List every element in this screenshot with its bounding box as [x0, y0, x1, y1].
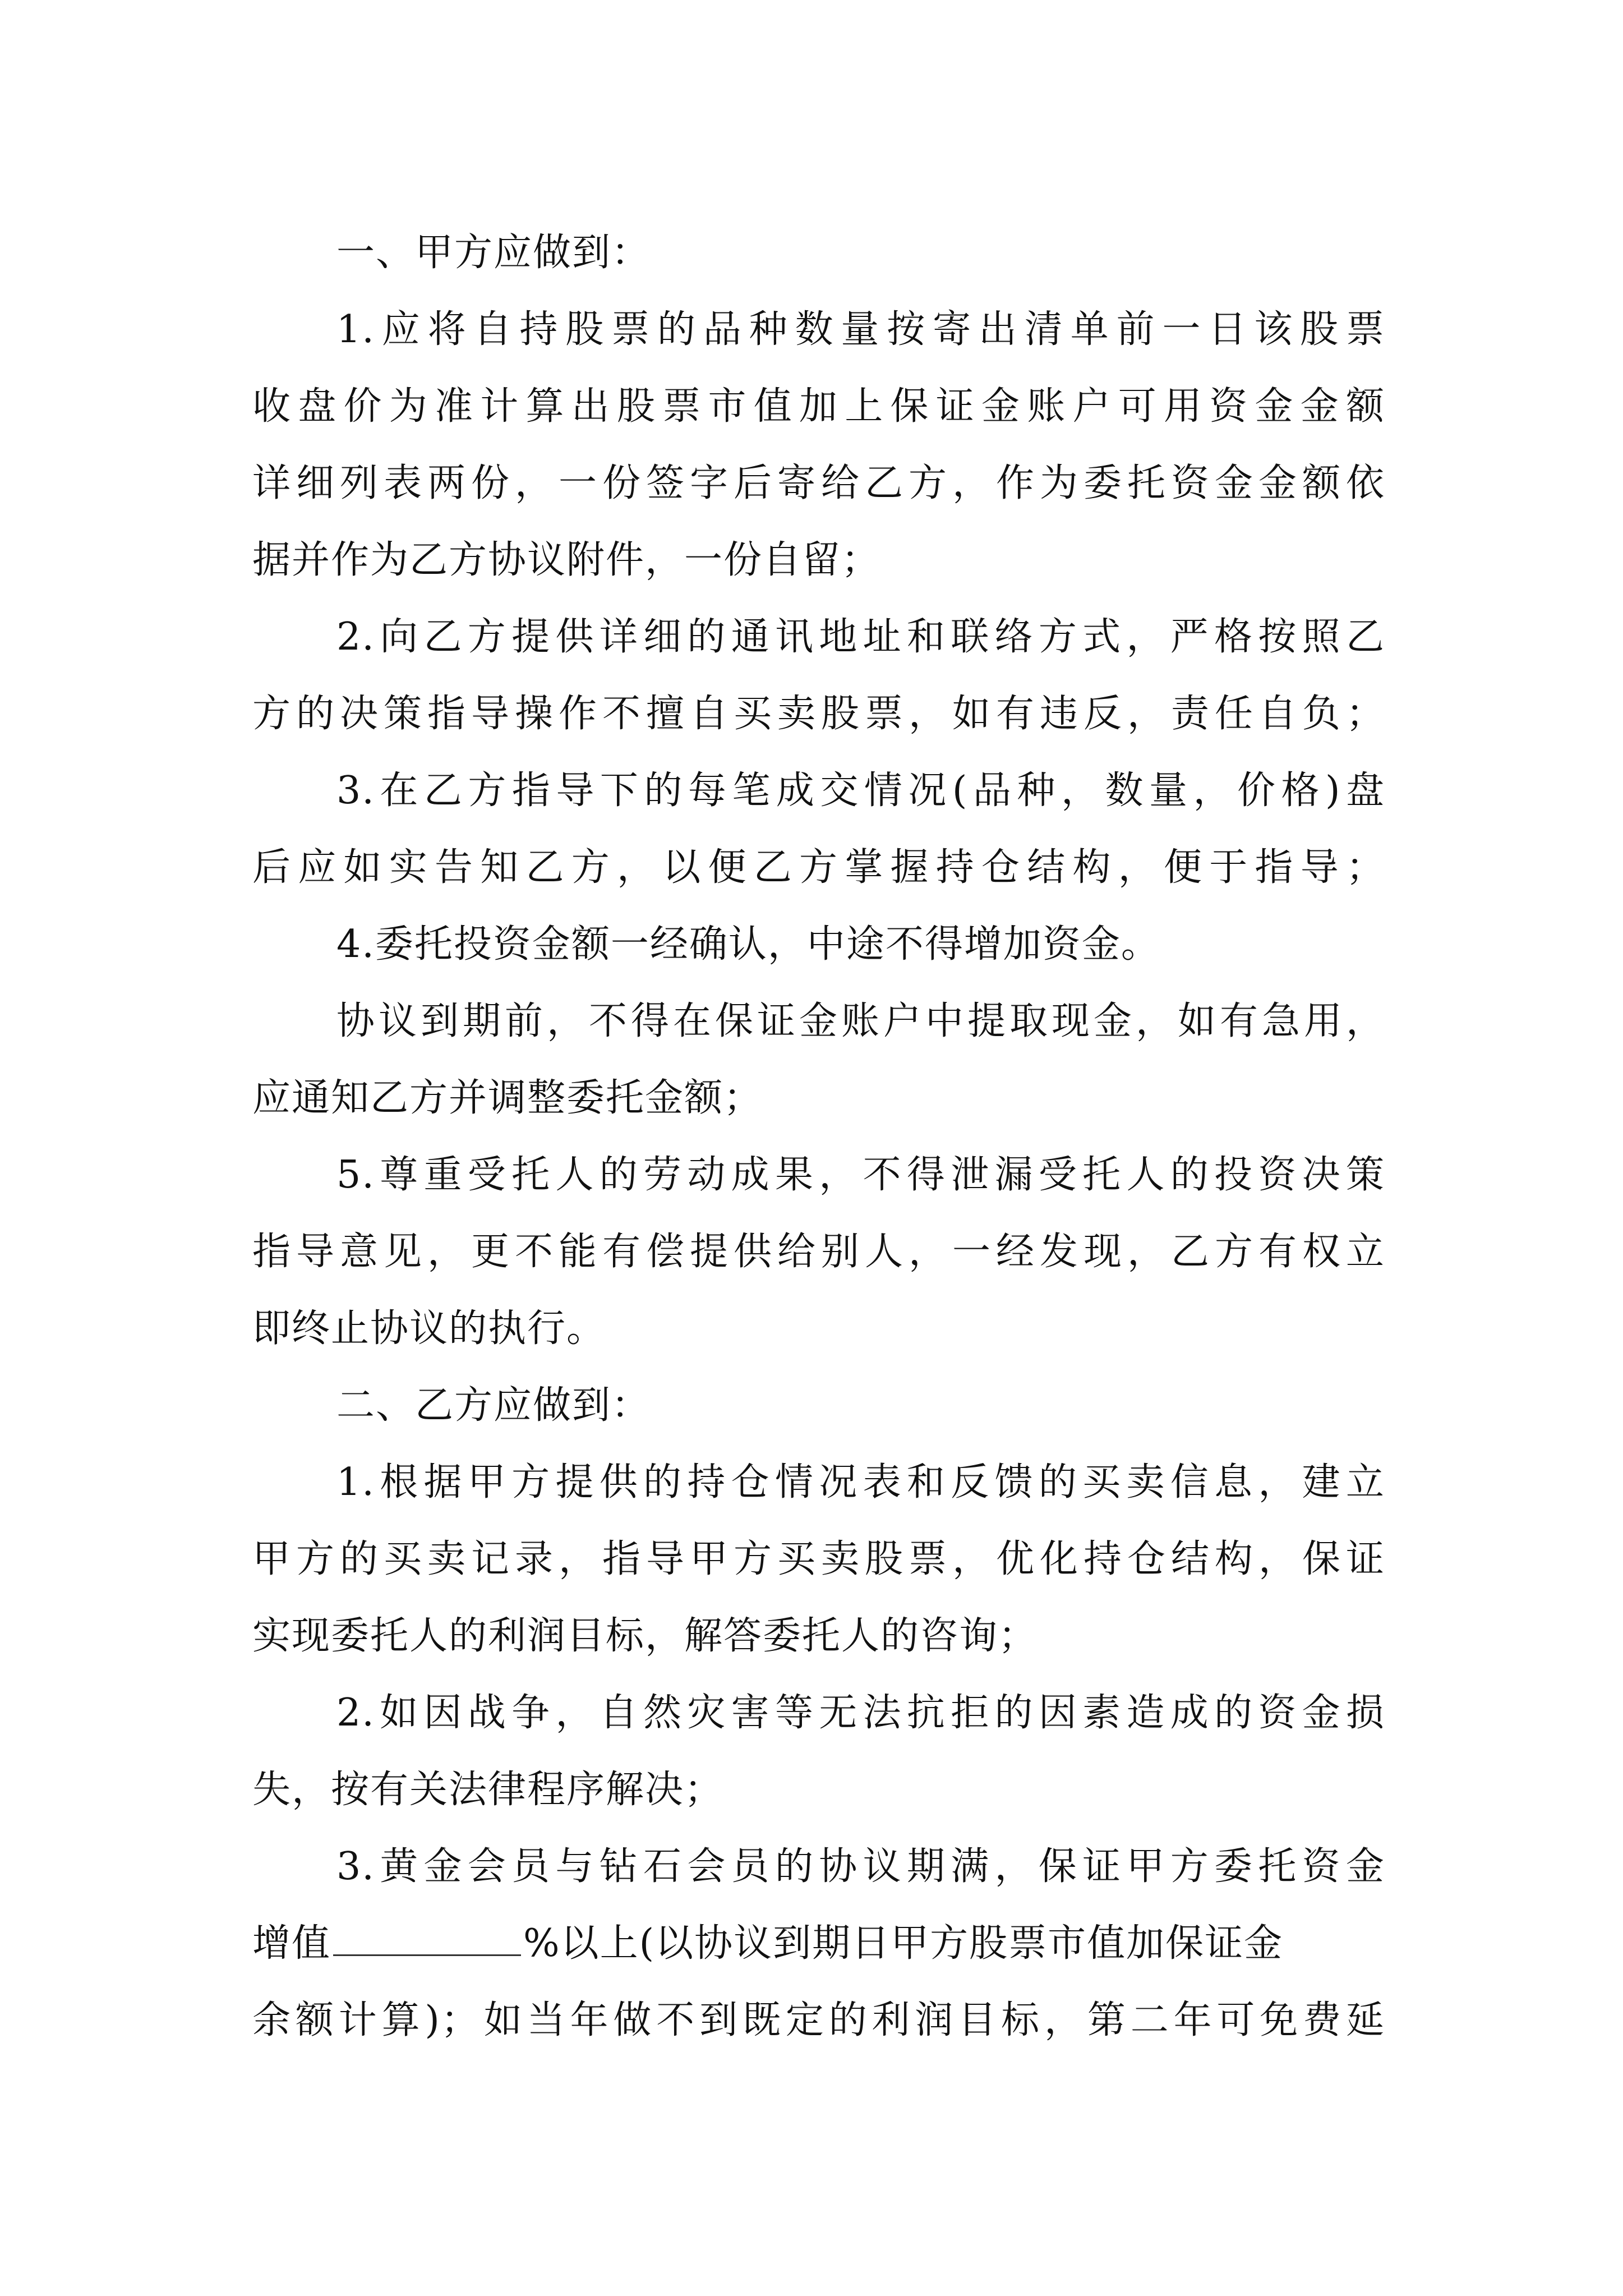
paragraph-line: 详细列表两份，一份签字后寄给乙方，作为委托资金金额依 — [252, 461, 1385, 505]
paragraph-line: 失，按有关法律程序解决； — [252, 1768, 724, 1812]
text-after-blank: %以上(以协议到期日甲方股票市值加保证金 — [523, 1921, 1284, 1966]
text-before-blank: 增值 — [252, 1921, 331, 1966]
paragraph-line: 甲方的买卖记录，指导甲方买卖股票，优化持仓结构，保证 — [252, 1537, 1385, 1581]
paragraph-line: 3.在乙方指导下的每笔成交情况(品种，数量，价格)盘 — [336, 769, 1385, 813]
paragraph-line: 后应如实告知乙方，以便乙方掌握持仓结构，便于指导； — [252, 845, 1385, 890]
paragraph-line: 3.黄金会员与钻石会员的协议期满，保证甲方委托资金 — [336, 1844, 1385, 1889]
paragraph-line: 方的决策指导操作不擅自买卖股票，如有违反，责任自负； — [252, 692, 1385, 736]
paragraph-line: 协议到期前，不得在保证金账户中提取现金，如有急用， — [336, 999, 1385, 1043]
section-two-heading: 二、乙方应做到： — [336, 1383, 651, 1428]
section-one-heading: 一、甲方应做到： — [336, 231, 651, 275]
paragraph-line: 1.根据甲方提供的持仓情况表和反馈的买卖信息，建立 — [336, 1460, 1385, 1504]
paragraph-line: 4.委托投资金额一经确认，中途不得增加资金。 — [336, 922, 1160, 967]
paragraph-line: 即终止协议的执行。 — [252, 1306, 606, 1351]
paragraph-line: 据并作为乙方协议附件，一份自留； — [252, 538, 881, 582]
paragraph-line-with-blank — [252, 1905, 1385, 1982]
paragraph-line: 余额计算)；如当年做不到既定的利润目标，第二年可免费延 — [252, 1998, 1385, 2042]
paragraph-line: 收盘价为准计算出股票市值加上保证金账户可用资金金额 — [252, 384, 1385, 429]
paragraph-line: 应通知乙方并调整委托金额； — [252, 1076, 763, 1120]
paragraph-line: 2.如因战争，自然灾害等无法抗拒的因素造成的资金损 — [336, 1691, 1385, 1735]
paragraph-line: 2.向乙方提供详细的通讯地址和联络方式，严格按照乙 — [336, 615, 1385, 659]
paragraph-line: 指导意见，更不能有偿提供给别人，一经发现，乙方有权立 — [252, 1230, 1385, 1274]
fill-in-blank[interactable] — [333, 1952, 521, 1956]
paragraph-line: 1.应将自持股票的品种数量按寄出清单前一日该股票 — [336, 307, 1385, 352]
paragraph-line: 实现委托人的利润目标，解答委托人的咨询； — [252, 1614, 1038, 1658]
document-body — [252, 214, 1385, 2059]
paragraph-line: 5.尊重受托人的劳动成果，不得泄漏受托人的投资决策 — [336, 1153, 1385, 1197]
